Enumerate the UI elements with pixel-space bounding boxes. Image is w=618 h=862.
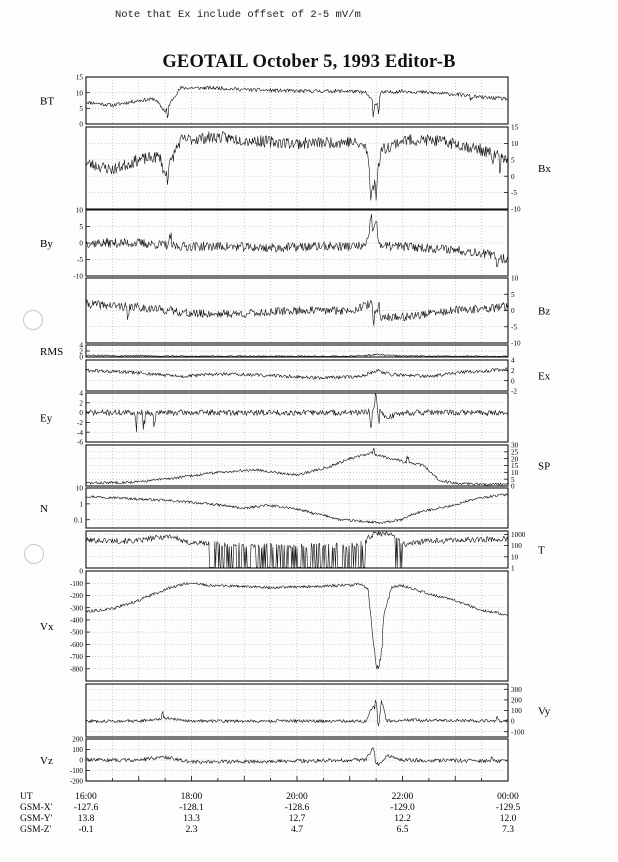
orbit-row-label: GSM-Z': [20, 825, 52, 835]
panel-label-sp: SP: [538, 460, 551, 473]
orbit-value: -129.5: [495, 803, 521, 813]
orbit-value: 4.7: [291, 825, 303, 835]
tick-label-bt: 0: [79, 120, 83, 129]
orbit-value: 6.5: [396, 825, 409, 835]
orbit-value: -127.6: [73, 803, 99, 813]
series-line-vy: [86, 700, 508, 726]
tick-label-bz: 5: [511, 290, 515, 299]
panel-label-vz: Vz: [40, 755, 53, 767]
tick-label-vx: -100: [69, 579, 83, 588]
tick-label-by: 0: [79, 239, 83, 248]
orbit-value: 12.7: [288, 814, 306, 824]
orbit-value: -129.0: [390, 803, 415, 813]
orbit-value: 16:00: [75, 792, 97, 802]
tick-label-rms: 2: [79, 347, 83, 356]
panel-label-ex: Ex: [538, 370, 551, 383]
tick-label-sp: 20: [511, 455, 519, 464]
orbit-value: 7.3: [502, 825, 514, 835]
tick-label-sp: 0: [511, 482, 515, 491]
tick-label-vx: -400: [69, 616, 83, 625]
tick-label-sp: 30: [511, 441, 519, 450]
tick-label-bx: -5: [511, 189, 517, 198]
orbit-value: 13.3: [183, 814, 200, 824]
panel-label-n: N: [40, 503, 48, 515]
orbit-value: -0.1: [78, 825, 94, 835]
tick-label-vz: 100: [72, 746, 83, 755]
tick-label-vx: -600: [69, 640, 83, 649]
chart-title: GEOTAIL October 5, 1993 Editor-B: [162, 52, 456, 72]
tick-label-vx: -500: [69, 628, 83, 637]
tick-label-vx: -300: [69, 604, 83, 613]
tick-label-t: 10: [511, 553, 519, 562]
tick-label-ey: -2: [77, 419, 83, 427]
tick-label-bx: 5: [511, 156, 515, 165]
panel-label-by: By: [40, 238, 53, 250]
tick-label-bx: -10: [511, 205, 521, 214]
tick-label-vx: 0: [79, 567, 83, 576]
orbit-row-label: GSM-X': [20, 803, 53, 813]
orbit-value: -128.1: [179, 803, 204, 813]
tick-label-vy: 200: [511, 696, 522, 705]
tick-label-by: -10: [73, 272, 83, 281]
orbit-value: 18:00: [180, 792, 203, 802]
orbit-row-label: UT: [20, 792, 33, 802]
tick-label-ey: 4: [79, 389, 83, 398]
tick-label-vy: 0: [511, 717, 515, 726]
tick-label-ex: 0: [511, 377, 515, 386]
tick-label-ey: 2: [79, 399, 83, 408]
tick-label-vy: 300: [511, 685, 522, 694]
series-line-bx: [86, 132, 508, 201]
panel-label-bz: Bz: [538, 305, 551, 318]
tick-label-rms: 0: [79, 353, 83, 362]
tick-label-bz: 10: [511, 274, 519, 283]
tick-label-t: 1: [511, 564, 515, 573]
panel-label-vy: Vy: [538, 705, 551, 718]
series-line-bz: [86, 300, 508, 326]
tick-label-t: 100: [511, 542, 522, 551]
tick-label-ex: -2: [511, 387, 517, 396]
tick-label-bz: -5: [511, 323, 517, 332]
tick-label-bx: 15: [511, 123, 519, 132]
tick-label-bt: 15: [75, 73, 83, 82]
tick-label-rms: 4: [79, 341, 83, 350]
panel-label-vx: Vx: [40, 621, 54, 633]
tick-label-n: 1: [79, 500, 83, 509]
tick-label-bt: 5: [79, 104, 83, 113]
tick-label-vz: -100: [69, 767, 83, 776]
tick-label-t: 1000: [511, 530, 526, 539]
tick-label-sp: 15: [511, 462, 519, 471]
orbit-value: 00:00: [497, 792, 519, 802]
tick-label-sp: 5: [511, 475, 515, 484]
tick-label-bx: 0: [511, 172, 515, 181]
tick-label-n: 10: [75, 484, 83, 493]
orbit-value: 12.0: [499, 814, 517, 824]
tick-label-sp: 25: [511, 448, 519, 457]
tick-label-by: 5: [79, 223, 83, 232]
tick-label-ey: -4: [77, 428, 83, 437]
orbit-value: 2.3: [185, 825, 198, 835]
tick-label-n: 0.1: [74, 516, 83, 525]
panel-label-ey: Ey: [40, 412, 53, 425]
tick-label-vy: -100: [511, 728, 525, 737]
orbit-value: 12.2: [394, 814, 411, 824]
orbit-value: -128.6: [284, 803, 310, 813]
tick-label-by: -5: [77, 256, 83, 265]
series-line-n: [86, 494, 508, 524]
panel-label-bx: Bx: [538, 163, 551, 175]
panel-label-bt: BT: [40, 95, 55, 108]
panel-label-rms: RMS: [40, 346, 64, 358]
tick-label-vz: 0: [79, 756, 83, 765]
series-line-t: [86, 532, 508, 568]
tick-label-vy: 100: [511, 707, 522, 716]
orbit-row-label: GSM-Y': [20, 814, 53, 824]
orbit-value: 20:00: [286, 792, 308, 802]
tick-label-vx: -700: [69, 653, 83, 662]
offset-note: Note that Ex include offset of 2-5 mV/m: [115, 9, 361, 21]
tick-label-bz: 0: [511, 307, 515, 316]
tick-label-vz: 200: [72, 735, 83, 744]
orbit-value: 13.8: [77, 814, 95, 824]
tick-label-ey: 0: [79, 409, 83, 418]
tick-label-ex: 2: [511, 366, 515, 375]
tick-label-sp: 10: [511, 468, 519, 477]
panel-label-t: T: [538, 544, 545, 557]
tick-label-bx: 10: [511, 140, 519, 148]
tick-label-ex: 4: [511, 356, 515, 365]
tick-label-vz: -200: [69, 777, 83, 786]
orbit-value: 22:00: [391, 792, 414, 802]
tick-label-ey: -6: [77, 438, 83, 447]
tick-label-by: 10: [75, 206, 83, 215]
tick-label-vx: -800: [69, 665, 83, 674]
tick-label-bz: -10: [511, 339, 521, 348]
tick-label-bt: 10: [75, 89, 83, 98]
tick-label-vx: -200: [69, 592, 83, 601]
